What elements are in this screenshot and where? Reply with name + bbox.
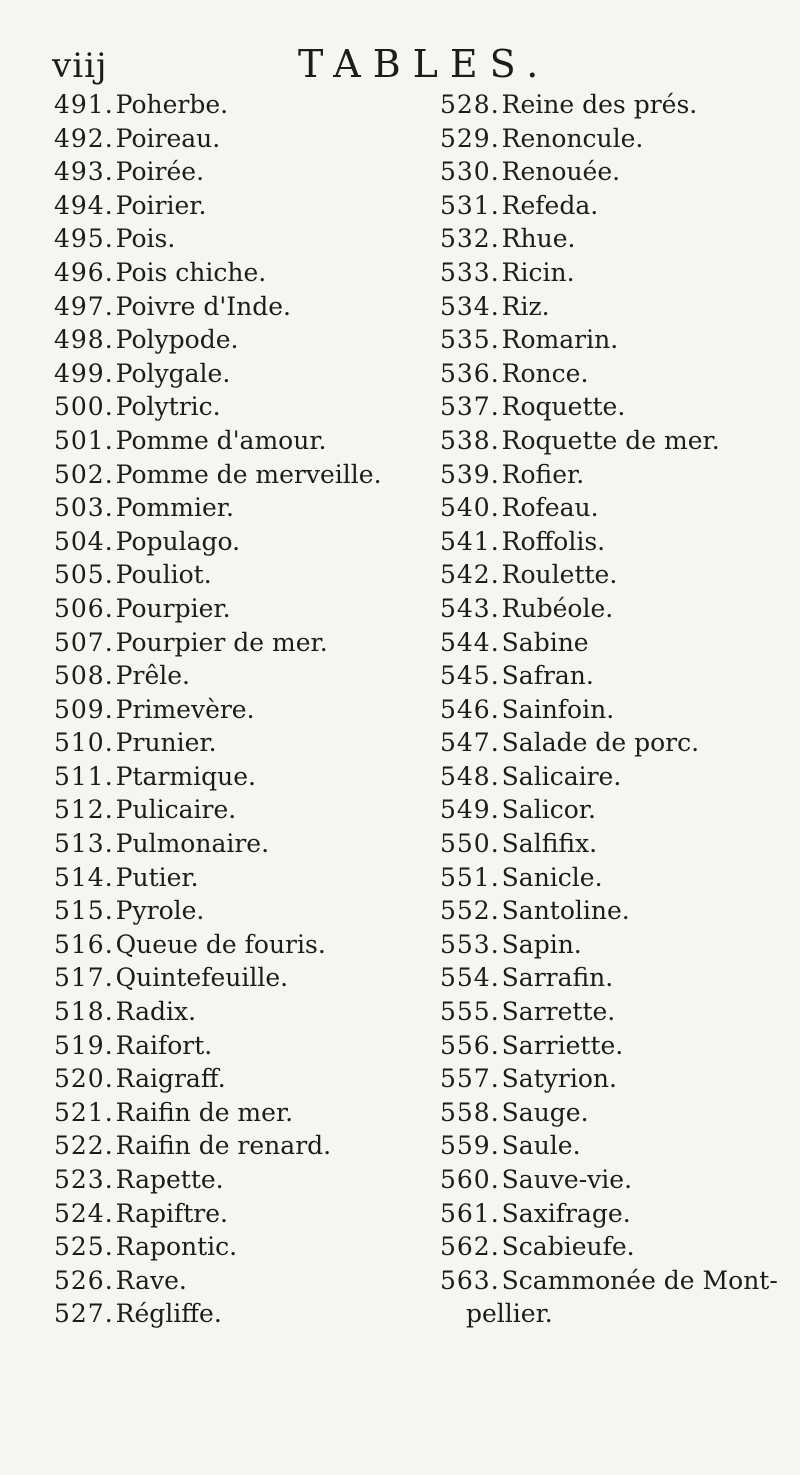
entry-number: 547. [440,728,500,758]
entry-number: 512. [54,795,114,825]
entry-name: Sainfoin. [501,694,615,724]
entry-number: 493. [54,157,114,187]
entry-name: Poivre d'Inde. [115,291,291,321]
index-entry [54,592,424,626]
entry-name: Salfifix. [501,829,598,859]
index-entry [440,894,795,928]
index-entry [440,1096,795,1130]
entry-number: 522. [54,1131,114,1161]
entry-name: Poirée. [115,157,205,187]
entry-number: 502. [54,459,114,489]
entry-name: Pois. [115,224,176,254]
entry-name: Sabine [501,627,589,657]
index-column-right [440,88,795,1331]
entry-number: 527. [54,1299,114,1329]
entry-name: Pomme d'amour. [115,425,327,455]
index-entry [54,693,424,727]
index-entry [440,189,795,223]
entry-name: Sarrafin. [501,963,614,993]
entry-name: Satyrion. [501,1064,617,1094]
entry-number: 520. [54,1064,114,1094]
entry-number: 510. [54,728,114,758]
entry-name: Rubéole. [501,593,614,623]
entry-name: Pommier. [115,493,234,523]
entry-name: Rofeau. [501,493,599,523]
entry-name: Primevère. [115,694,255,724]
entry-number: 492. [54,123,114,153]
entry-number: 509. [54,694,114,724]
entry-name: Pyrole. [115,896,205,926]
entry-number: 529. [440,123,500,153]
index-entry [440,256,795,290]
index-entry [54,525,424,559]
entry-name: Refeda. [501,190,599,220]
entry-name: Pulmonaire. [115,829,270,859]
index-entry [54,424,424,458]
index-entry [54,357,424,391]
index-entry [440,424,795,458]
entry-number: 530. [440,157,500,187]
entry-number: 496. [54,257,114,287]
entry-name: Safran. [501,661,594,691]
entry-number: 548. [440,761,500,791]
entry-name: Roulette. [501,560,618,590]
entry-name: Pulicaire. [115,795,237,825]
index-entry [440,1264,795,1298]
index-entry [54,458,424,492]
entry-number: 513. [54,829,114,859]
entry-name: Régliffe. [115,1299,222,1329]
index-entry [440,1029,795,1063]
index-entry [440,793,795,827]
entry-name: Prêle. [115,661,190,691]
entry-name: Riz. [501,291,550,321]
index-entry [54,558,424,592]
entry-number: 528. [440,90,500,119]
entry-number: 563. [440,1265,500,1295]
index-entry [54,1297,424,1331]
index-entry [54,793,424,827]
entry-name: Reine des prés. [501,90,698,119]
entry-number: 516. [54,929,114,959]
entry-name: Sanicle. [501,862,603,892]
entry-name: Pomme de merveille. [115,459,382,489]
entry-number: 562. [440,1232,500,1262]
index-entry [54,1096,424,1130]
entry-name: Radix. [115,997,197,1027]
index-entry [440,995,795,1029]
entry-name: Poirier. [115,190,207,220]
entry-name: Romarin. [501,325,619,355]
index-entry [54,995,424,1029]
index-entry [440,693,795,727]
entry-number: 514. [54,862,114,892]
index-entry [440,525,795,559]
entry-name: Ricin. [501,257,575,287]
entry-name: Raifort. [115,1030,213,1060]
entry-number: 518. [54,997,114,1027]
index-entry [440,290,795,324]
entry-number: 504. [54,526,114,556]
index-entry [440,323,795,357]
entry-number: 552. [440,896,500,926]
entry-number: 561. [440,1198,500,1228]
index-entry [54,928,424,962]
entry-name: Queue de fouris. [115,929,326,959]
entry-name: Salade de porc. [501,728,700,758]
entry-number: 499. [54,358,114,388]
entry-name: Roffolis. [501,526,606,556]
entry-name: Raifin de renard. [115,1131,332,1161]
entry-name: Poherbe. [115,90,229,119]
entry-number: 546. [440,694,500,724]
entry-number: 557. [440,1064,500,1094]
entry-number: 526. [54,1265,114,1295]
entry-name: Pois chiche. [115,257,267,287]
index-entry [54,155,424,189]
entry-number: 515. [54,896,114,926]
entry-number: 506. [54,593,114,623]
index-entry [54,1029,424,1063]
entry-name: Pourpier de mer. [115,627,328,657]
entry-number: 559. [440,1131,500,1161]
index-entry [54,1062,424,1096]
index-entry [440,1129,795,1163]
entry-number: 542. [440,560,500,590]
entry-number: 549. [440,795,500,825]
index-entry [440,357,795,391]
entry-number: 511. [54,761,114,791]
entry-number: 550. [440,829,500,859]
entry-name: Rapiftre. [115,1198,228,1228]
index-entry [440,592,795,626]
index-entry [54,323,424,357]
entry-name: Raigraff. [115,1064,226,1094]
entry-number: 508. [54,661,114,691]
entry-name: Salicaire. [501,761,622,791]
entry-number: 505. [54,560,114,590]
entry-name: Polypode. [115,325,239,355]
entry-name: Scammonée de Mont- [501,1265,778,1295]
running-title: TABLES. [298,42,551,86]
entry-number: 501. [54,425,114,455]
entry-name: Raifin de mer. [115,1097,294,1127]
entry-name: Sauve-vie. [501,1165,633,1194]
index-entry [440,726,795,760]
index-entry [440,88,795,122]
entry-number: 538. [440,425,500,455]
index-entry [440,1230,795,1264]
entry-number: 540. [440,493,500,523]
index-entry [54,491,424,525]
entry-number: 519. [54,1030,114,1060]
entry-number: 541. [440,526,500,556]
index-entry [54,961,424,995]
page-header [0,40,800,88]
index-entry [440,861,795,895]
entry-name: Sarriette. [501,1030,624,1060]
entry-number: 532. [440,224,500,254]
entry-name: Rofier. [501,459,585,489]
entry-number: 535. [440,325,500,355]
entry-name: Ronce. [501,358,589,388]
entry-number: 494. [54,190,114,220]
index-entry [440,659,795,693]
index-entry [440,1062,795,1096]
entry-number: 517. [54,963,114,993]
index-entry [440,827,795,861]
entry-number: 534. [440,291,500,321]
index-entry [440,961,795,995]
entry-number: 544. [440,627,500,657]
index-entry [54,894,424,928]
entry-name: Santoline. [501,896,630,926]
index-entry [440,458,795,492]
entry-number: 554. [440,963,500,993]
entry-number: 523. [54,1165,114,1194]
index-entry [54,290,424,324]
entry-name: Populago. [115,526,241,556]
entry-name: Ptarmique. [115,761,256,791]
entry-name: Scabieufe. [501,1232,635,1262]
entry-name: Putier. [115,862,199,892]
entry-name: Saxifrage. [501,1198,631,1228]
entry-name: Sarrette. [501,997,616,1027]
entry-name: Pourpier. [115,593,231,623]
entry-name: Sauge. [501,1097,589,1127]
entry-number: 536. [440,358,500,388]
entry-number: 521. [54,1097,114,1127]
entry-number: 553. [440,929,500,959]
index-entry [440,155,795,189]
index-entry [54,1163,424,1197]
entry-name: Rhue. [501,224,576,254]
entry-name: Prunier. [115,728,217,758]
index-column-left [54,88,424,1331]
entry-number: 524. [54,1198,114,1228]
entry-name: Rave. [115,1265,187,1295]
index-entry [54,827,424,861]
entry-continuation: pellier. [466,1299,553,1329]
entry-number: 555. [440,997,500,1027]
entry-number: 545. [440,661,500,691]
entry-name: Saule. [501,1131,581,1161]
entry-number: 531. [440,190,500,220]
index-entry [54,256,424,290]
entry-number: 507. [54,627,114,657]
index-entry [54,659,424,693]
index-entry [440,760,795,794]
entry-name: Rapontic. [115,1232,238,1262]
entry-number: 551. [440,862,500,892]
entry-number: 491. [54,90,114,119]
index-entry [440,626,795,660]
entry-name: Sapin. [501,929,582,959]
index-entry [440,122,795,156]
index-entry [54,1230,424,1264]
index-entry [54,1197,424,1231]
index-entry [440,491,795,525]
index-entry [440,1197,795,1231]
entry-name: Poireau. [115,123,221,153]
page-number: viij [52,46,108,86]
index-entry [440,928,795,962]
entry-number: 497. [54,291,114,321]
index-entry [54,726,424,760]
entry-number: 495. [54,224,114,254]
index-entry [440,558,795,592]
index-entry [54,88,424,122]
entry-number: 560. [440,1165,500,1194]
index-entry [54,390,424,424]
index-entry [54,122,424,156]
entry-number: 503. [54,493,114,523]
entry-name: Renouée. [501,157,621,187]
entry-name: Roquette de mer. [501,425,720,455]
index-entry [440,390,795,424]
entry-number: 543. [440,593,500,623]
index-entry [54,1129,424,1163]
entry-number: 525. [54,1232,114,1262]
index-entry [54,222,424,256]
entry-name: Salicor. [501,795,596,825]
entry-name: Polygale. [115,358,231,388]
index-entry [54,760,424,794]
entry-number: 556. [440,1030,500,1060]
index-entry [54,861,424,895]
entry-name: Renoncule. [501,123,644,153]
entry-name: Quintefeuille. [115,963,289,993]
index-entry [440,222,795,256]
entry-name: Polytric. [115,392,221,422]
index-entry [54,1264,424,1298]
entry-number: 500. [54,392,114,422]
index-entry [440,1163,795,1197]
entry-name: Rapette. [115,1165,224,1194]
entry-number: 539. [440,459,500,489]
entry-number: 498. [54,325,114,355]
entry-name: Roquette. [501,392,626,422]
entry-name: Pouliot. [115,560,212,590]
index-entry [54,189,424,223]
entry-number: 537. [440,392,500,422]
entry-number: 533. [440,257,500,287]
entry-number: 558. [440,1097,500,1127]
index-entry [54,626,424,660]
